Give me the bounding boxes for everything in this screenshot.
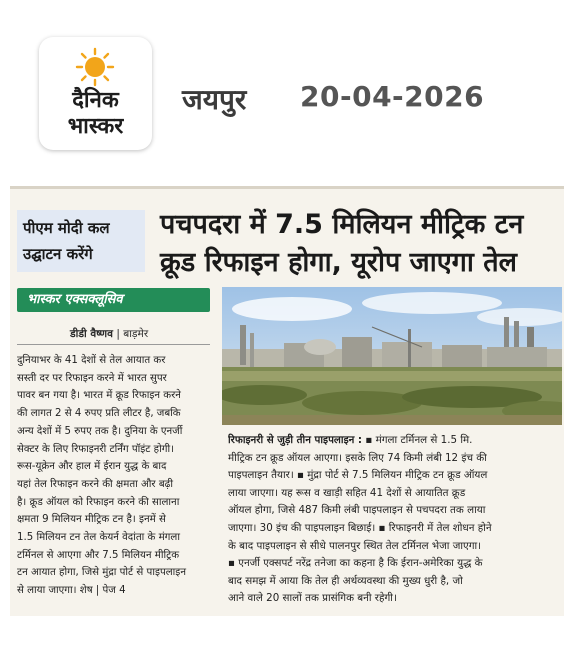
body-line: से लाया जाएगा। शेष | पेज 4 — [17, 585, 126, 597]
body-line: रूस-यूक्रेन और हाल में ईरान युद्ध के बाद — [17, 461, 167, 473]
body-line: टन आयात होगा, जिसे मुंद्रा पोर्ट से पाइपलाइन — [17, 567, 186, 579]
body-line: मीट्रिक टन क्रूड ऑयल आएगा। इसके लिए 74 किमी लंबी 12 इंच की — [228, 451, 487, 464]
refinery-photo — [222, 287, 562, 425]
body-line: सेक्टर के लिए रिफाइनरी टर्निंग पॉइंट होगी। — [17, 443, 174, 455]
body-line: दुनियाभर के 41 देशों से तेल आयात कर — [17, 355, 166, 366]
main-headline — [160, 206, 560, 282]
body-line: 1.5 मिलियन टन तेल केयर्न वेदांता के मंगला — [17, 532, 180, 544]
byline-separator: | — [116, 328, 124, 340]
body-column-right — [228, 432, 562, 608]
byline-name: डीडी वैष्णव — [70, 328, 113, 340]
body-line: ▪ एनर्जी एक्सपर्ट नरेंद्र तनेजा का कहना है कि ईरान-अमेरिका युद्ध के — [228, 557, 483, 570]
dainik-bhaskar-logo — [39, 37, 152, 150]
body-column-left — [17, 352, 212, 600]
divider — [17, 344, 210, 345]
logo-text-line2: भास्कर — [67, 114, 124, 139]
byline-place: बाड़मेर — [123, 328, 149, 340]
side-headline-line: पीएम मोदी कल — [23, 219, 110, 237]
body-line: टर्मिनल से आएगा और 7.5 मिलियन मीट्रिक — [17, 549, 180, 561]
byline — [70, 327, 148, 341]
body-line: के बाद पाइपलाइन से सीधे पालनपुर स्थित तेल टर्मिनल भेजा जाएगा। — [228, 539, 482, 552]
sun-icon — [75, 47, 115, 87]
side-headline-line: उद्घाटन करेंगे — [23, 245, 93, 263]
body-line: यहां तेल रिफाइन करने की क्षमता और बढ़ी — [17, 478, 174, 490]
edition-date: 20-04-2026 — [300, 80, 485, 113]
headline-line: पचपदरा में 7.5 मिलियन मीट्रिक टन — [160, 209, 524, 240]
body-line: आने वाले 20 सालों तक प्रासंगिक बनी रहेगी। — [228, 592, 397, 605]
body-line: अन्य देशों में 5 रुपए तक है। दुनिया के एनर्जी — [17, 425, 183, 437]
edition-city: जयपुर — [182, 83, 247, 116]
body-line: सस्ती दर पर रिफाइन करने में भारत सुपर — [17, 372, 167, 384]
exclusive-tag: भास्कर एक्सक्लूसिव — [17, 288, 210, 312]
logo-text-line1: दैनिक — [72, 88, 119, 113]
body-line: पाइपलाइन तैयार। ▪ मुंद्रा पोर्ट से 7.5 मिलियन मीट्रिक टन क्रूड ऑयल — [228, 469, 488, 482]
body-text: ▪ मंगला टर्मिनल से 1.5 मि. — [362, 434, 473, 446]
side-headline-box — [17, 210, 145, 272]
body-line: ऑयल होगा, जिसे 487 किमी लंबी पाइपलाइन से पचपदरा तक लाया — [228, 504, 486, 517]
body-line: की लागत 2 से 4 रुपए प्रति लीटर है, जबकि — [17, 408, 181, 420]
body-line: लाया जाएगा। यह रूस व खाड़ी सहित 41 देशों से आयातित क्रूड — [228, 486, 466, 499]
headline-line: क्रूड रिफाइन होगा, यूरोप जाएगा तेल — [160, 247, 517, 278]
body-line: जाएगा। 30 इंच की पाइपलाइन बिछाई। ▪ रिफाइनरी में तेल शोधन होने — [228, 521, 492, 534]
body-line: पावर बन गया है। भारत में क्रूड रिफाइन करने — [17, 390, 181, 402]
pipeline-subhead: रिफाइनरी से जुड़ी तीन पाइपलाइन : — [228, 434, 363, 446]
body-line — [228, 432, 562, 450]
body-line: क्षमता 9 मिलियन मीट्रिक टन है। इनमें से — [17, 514, 166, 526]
body-line: है। क्रूड ऑयल को रिफाइन करने की सालाना — [17, 496, 180, 508]
body-line: बाद समझ में आया कि तेल ही अर्थव्यवस्था की मुख्य धुरी है, जो — [228, 574, 463, 587]
